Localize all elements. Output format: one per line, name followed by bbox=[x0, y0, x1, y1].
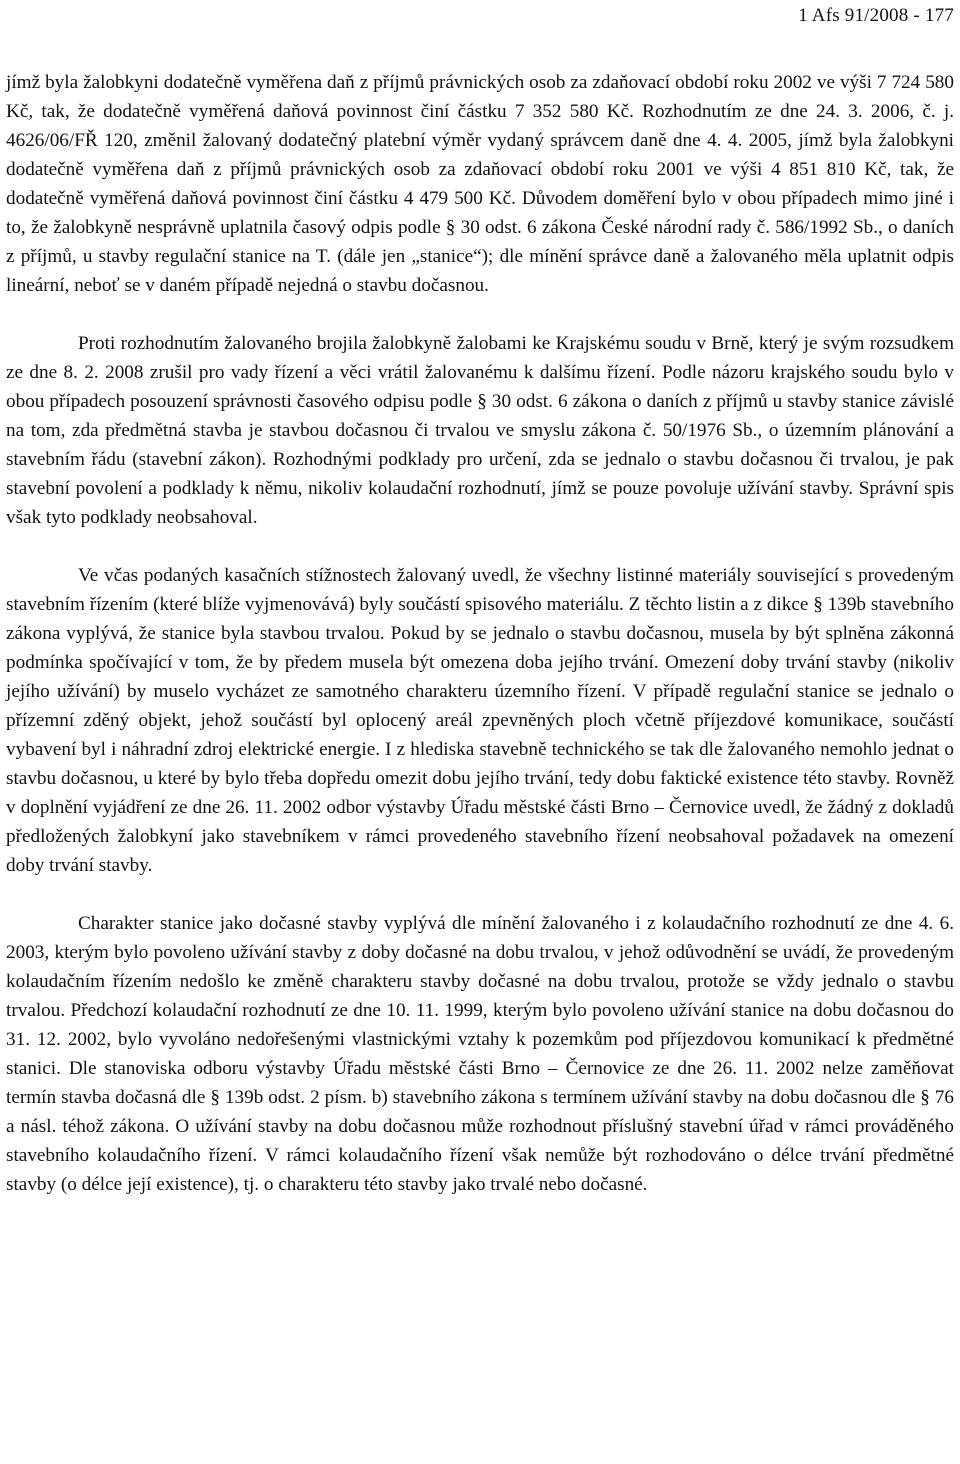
paragraph-4: Charakter stanice jako dočasné stavby vyplývá dle mínění žalovaného i z kolaudačního rozhodnutí ze dne 4. 6. 2003, kterým bylo povoleno užívání stavby z doby dočasné na dobu trvalou, v jehož odůvodnění se uvádí, že provedeným kolaudačním řízením nedošlo ke změně charakteru stavby dočasné na dobu trvalou, protože se vždy jednalo o stavbu trvalou. Předchozí kolaudační rozhodnutí ze dne 10. 11. 1999, kterým bylo povoleno užívání stanice na dobu dočasnou do 31. 12. 2002, bylo vyvoláno nedořešenými vlastnickými vztahy k pozemkům pod příjezdovou komunikací k předmětné stanici. Dle stanoviska odboru výstavby Úřadu městské části Brno – Černovice ze dne 26. 11. 2002 nelze zaměňovat termín stavba dočasná dle § 139b odst. 2 písm. b) stavebního zákona s termínem užívání stavby na dobu dočasnou dle § 76 a násl. téhož zákona. O užívání stavby na dobu dočasnou může rozhodnout příslušný stavební úřad v rámci prováděného stavebního kolaudačního řízení. V rámci kolaudačního řízení však nemůže být rozhodováno o délce trvání předmětné stavby (o délce její existence), tj. o charakteru této stavby jako trvalé nebo dočasné. bbox=[6, 913, 954, 1195]
page-header-case-number: 1 Afs 91/2008 - 177 bbox=[798, 5, 954, 26]
document-body bbox=[6, 68, 954, 1199]
paragraph-2: Proti rozhodnutím žalovaného brojila žalobkyně žalobami ke Krajskému soudu v Brně, který je svým rozsudkem ze dne 8. 2. 2008 zrušil pro vady řízení a věci vrátil žalovanému k dalšímu řízení. Podle názoru krajského soudu bylo v obou případech posouzení správnosti časového odpisu podle § 30 odst. 6 zákona o daních z příjmů u stavby stanice závislé na tom, zda předmětná stavba je stavbou dočasnou či trvalou ve smyslu zákona č. 50/1976 Sb., o územním plánování a stavebním řádu (stavební zákon). Rozhodnými podklady pro určení, zda se jednalo o stavbu dočasnou či trvalou, je pak stavební povolení a podklady k němu, nikoliv kolaudační rozhodnutí, jímž se pouze povoluje užívání stavby. Správní spis však tyto podklady neobsahoval. bbox=[6, 333, 954, 528]
paragraph-1: jímž byla žalobkyni dodatečně vyměřena daň z příjmů právnických osob za zdaňovací období roku 2002 ve výši 7 724 580 Kč, tak, že dodatečně vyměřená daňová povinnost činí částku 7 352 580 Kč. Rozhodnutím ze dne 24. 3. 2006, č. j. 4626/06/FŘ 120, změnil žalovaný dodatečný platební výměr vydaný správcem daně dne 4. 4. 2005, jímž byla žalobkyni dodatečně vyměřena daň z příjmů právnických osob za zdaňovací období roku 2001 ve výši 4 851 810 Kč, tak, že dodatečně vyměřená daňová povinnost činí částku 4 479 500 Kč. Důvodem doměření bylo v obou případech mimo jiné i to, že žalobkyně nesprávně uplatnila časový odpis podle § 30 odst. 6 zákona České národní rady č. 586/1992 Sb., o daních z příjmů, u stavby regulační stanice na T. (dále jen „stanice“); dle mínění správce daně a žalovaného měla uplatnit odpis lineární, neboť se v daném případě nejedná o stavbu dočasnou. bbox=[6, 72, 954, 296]
paragraph-3: Ve včas podaných kasačních stížnostech žalovaný uvedl, že všechny listinné materiály související s provedeným stavebním řízením (které blíže vyjmenovává) byly součástí spisového materiálu. Z těchto listin a z dikce § 139b stavebního zákona vyplývá, že stanice byla stavbou trvalou. Pokud by se jednalo o stavbu dočasnou, musela by být splněna zákonná podmínka spočívající v tom, že by předem musela být omezena doba jejího trvání. Omezení doby trvání stavby (nikoliv jejího užívání) by muselo vycházet ze samotného charakteru územního řízení. V případě regulační stanice se jednalo o přízemní zděný objekt, jehož součástí byl oplocený areál zpevněných ploch včetně příjezdové komunikace, součástí vybavení byl i náhradní zdroj elektrické energie. I z hlediska stavebně technického se tak dle žalovaného nemohlo jednat o stavbu dočasnou, u které by bylo třeba dopředu omezit dobu jejího trvání, tedy dobu faktické existence této stavby. Rovněž v doplnění vyjádření ze dne 26. 11. 2002 odbor výstavby Úřadu městské části Brno – Černovice uvedl, že žádný z dokladů předložených žalobkyní jako stavebníkem v rámci provedeného stavebního řízení neobsahoval požadavek na omezení doby trvání stavby. bbox=[6, 565, 954, 876]
